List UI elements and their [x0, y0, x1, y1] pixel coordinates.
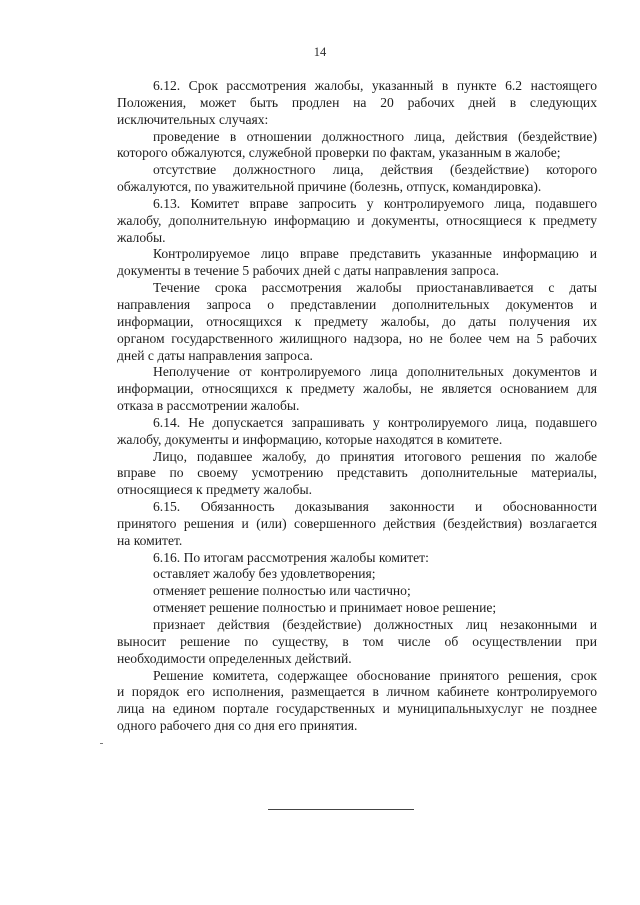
- text-line: информации, относящихся к предмету жалобы, до даты получения их: [117, 313, 597, 329]
- text-line: жалобу, документы и информацию, которые находятся в комитете.: [117, 431, 503, 447]
- margin-mark: [100, 743, 103, 744]
- text-line: которого обжалуются, служебной проверки по фактам, указанным в жалобе;: [117, 145, 561, 161]
- text-line: принятого решения и (или) совершенного действия (бездействия) возлагается: [117, 515, 597, 531]
- text-line: 6.15. Обязанность доказывания законности и обоснованности: [153, 499, 597, 515]
- text-line: проведение в отношении должностного лица, действия (бездействие): [153, 128, 597, 144]
- text-line: направления запроса о представлении дополнительных документов и: [117, 296, 597, 312]
- text-line: признает действия (бездействие) должностных лиц незаконными и: [153, 617, 597, 632]
- text-line: исключительных случаях:: [117, 111, 269, 127]
- text-line: Положения, может быть продлен на 20 рабочих дней в следующих: [117, 94, 597, 110]
- end-rule: [268, 809, 414, 810]
- text-line: Решение комитета, содержащее обоснование принятого решения, срок: [153, 667, 597, 683]
- text-line: жалобы.: [117, 229, 166, 245]
- text-line: 6.13. Комитет вправе запросить у контролируемого лица, подавшего: [153, 195, 597, 211]
- text-line: лица на едином портале государственных и муниципальныхуслуг не позднее: [117, 701, 597, 717]
- text-line: дней с даты направления запроса.: [117, 347, 313, 363]
- text-line: выносит решение по существу, в том числе об осуществлении при: [117, 633, 597, 649]
- text-line: 6.12. Срок рассмотрения жалобы, указанный в пункте 6.2 настоящего: [153, 78, 597, 93]
- text-line: Течение срока рассмотрения жалобы приостанавливается с даты: [153, 280, 597, 296]
- text-line: относящиеся к предмету жалобы.: [117, 482, 313, 498]
- text-line: органом государственного жилищного надзора, но не более чем на 5 рабочих: [117, 330, 597, 346]
- text-line: оставляет жалобу без удовлетворения;: [153, 566, 376, 582]
- text-line: жалобу, дополнительную информацию и документы, относящиеся к предмету: [117, 212, 597, 228]
- text-line: обжалуются, по уважительной причине (болезнь, отпуск, командировка).: [117, 179, 542, 195]
- text-line: отказа в рассмотрении жалобы.: [117, 398, 300, 414]
- document-body: [117, 78, 597, 735]
- text-line: вправе по своему усмотрению представить дополнительные материалы,: [117, 465, 597, 481]
- text-line: необходимости определенных действий.: [117, 650, 352, 666]
- text-line: Неполучение от контролируемого лица дополнительных документов и: [153, 364, 597, 380]
- text-line: одного рабочего дня со дня его принятия.: [117, 718, 358, 734]
- text-line: отменяет решение полностью или частично;: [153, 583, 411, 599]
- text-line: документы в течение 5 рабочих дней с даты направления запроса.: [117, 263, 500, 279]
- text-line: и порядок его исполнения, размещается в личном кабинете контролируемого: [117, 684, 597, 700]
- text-line: 6.14. Не допускается запрашивать у контролируемого лица, подавшего: [153, 414, 597, 430]
- text-line: на комитет.: [117, 532, 183, 548]
- page-number: 14: [313, 45, 327, 59]
- text-line: 6.16. По итогам рассмотрения жалобы комитет:: [153, 549, 429, 565]
- text-line: отсутствие должностного лица, действия (бездействие) которого: [153, 162, 597, 178]
- text-line: информации, относящихся к предмету жалобы, не является основанием для: [117, 381, 597, 397]
- text-line: Контролируемое лицо вправе представить указанные информацию и: [153, 246, 597, 262]
- text-line: отменяет решение полностью и принимает новое решение;: [153, 600, 497, 616]
- text-line: Лицо, подавшее жалобу, до принятия итогового решения по жалобе: [153, 448, 597, 464]
